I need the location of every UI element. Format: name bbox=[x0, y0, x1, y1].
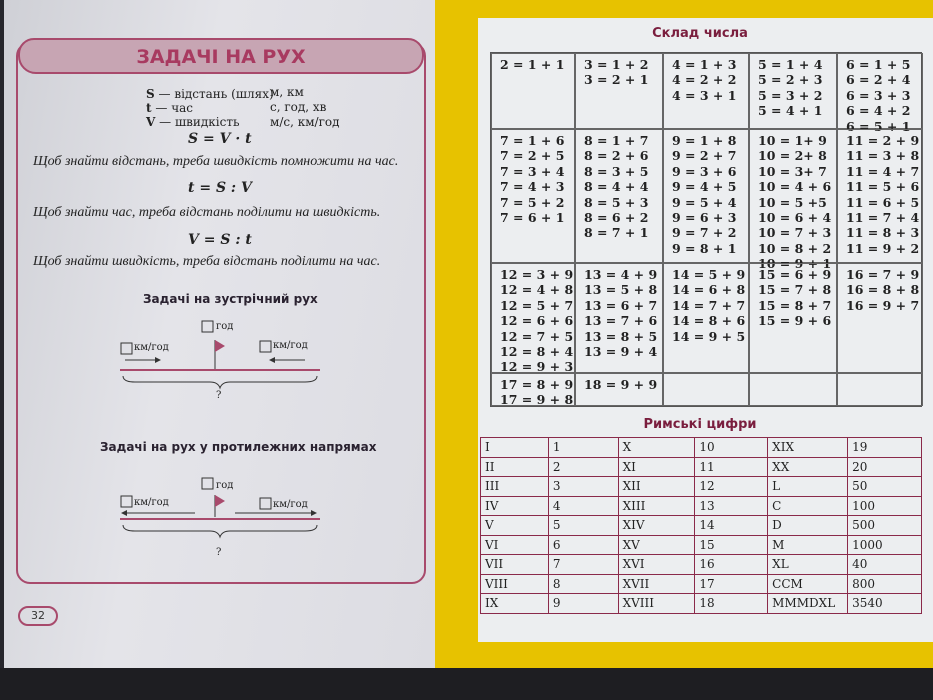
subtitle-meeting-motion: Задачі на зустрічний рух bbox=[143, 292, 318, 306]
composition-cell: 5 = 1 + 4 5 = 2 + 3 5 = 3 + 2 5 = 4 + 1 bbox=[749, 53, 837, 129]
roman-numeral: XVIII bbox=[618, 594, 695, 614]
table-row bbox=[481, 496, 922, 516]
arabic-value: 18 bbox=[695, 594, 768, 614]
roman-numeral: I bbox=[481, 438, 549, 458]
roman-numeral: XIV bbox=[618, 516, 695, 536]
units-s: м, км bbox=[270, 85, 304, 99]
speed-label-left: км/год bbox=[134, 342, 169, 353]
opposite-motion-diagram bbox=[115, 475, 325, 565]
roman-numeral: V bbox=[481, 516, 549, 536]
arabic-value: 5 bbox=[548, 516, 618, 536]
roman-numeral: MMMDXL bbox=[768, 594, 848, 614]
rule-time: Щоб знайти час, треба відстань поділити на швидкість. bbox=[33, 205, 381, 220]
roman-numeral: C bbox=[768, 496, 848, 516]
roman-numeral: VI bbox=[481, 535, 549, 555]
arabic-value: 13 bbox=[695, 496, 768, 516]
table-row bbox=[481, 477, 922, 497]
page-number: 32 bbox=[18, 606, 58, 626]
composition-cell: 13 = 4 + 9 13 = 5 + 8 13 = 6 + 7 13 = 7 + 6 13 = 8 + 5 13 = 9 + 4 bbox=[575, 263, 663, 373]
table-row bbox=[481, 516, 922, 536]
roman-numeral: XX bbox=[768, 457, 848, 477]
roman-numeral: VII bbox=[481, 555, 549, 575]
composition-cell: 11 = 2 + 9 11 = 3 + 8 11 = 4 + 7 11 = 5 + 6 11 = 6 + 5 11 = 7 + 4 11 = 8 + 3 11 = 9 + 2 bbox=[837, 129, 923, 263]
composition-cell: 15 = 6 + 9 15 = 7 + 8 15 = 8 + 7 15 = 9 + 6 bbox=[749, 263, 837, 373]
roman-numeral: VIII bbox=[481, 574, 549, 594]
composition-cell: 4 = 1 + 3 4 = 2 + 2 4 = 3 + 1 bbox=[663, 53, 749, 129]
arabic-value: 12 bbox=[695, 477, 768, 497]
arabic-value: 6 bbox=[548, 535, 618, 555]
rule-speed: Щоб знайти швидкість, треба відстань поділити на час. bbox=[33, 254, 381, 269]
rule-distance: Щоб знайти відстань, треба швидкість помножити на час. bbox=[33, 154, 399, 169]
roman-numeral: XI bbox=[618, 457, 695, 477]
formula-distance: S = V · t bbox=[188, 131, 252, 147]
arabic-value: 1000 bbox=[848, 535, 922, 555]
number-composition-title: Склад числа bbox=[652, 26, 748, 41]
roman-numeral: II bbox=[481, 457, 549, 477]
composition-cell bbox=[837, 373, 923, 406]
roman-numeral: XVII bbox=[618, 574, 695, 594]
roman-numeral: X bbox=[618, 438, 695, 458]
arabic-value: 16 bbox=[695, 555, 768, 575]
speed-label-right: км/год bbox=[273, 499, 308, 510]
roman-numeral: XVI bbox=[618, 555, 695, 575]
definitions bbox=[146, 87, 274, 129]
composition-cell bbox=[749, 373, 837, 406]
composition-cell: 18 = 9 + 9 bbox=[575, 373, 663, 406]
definition-s: — відстань (шлях) bbox=[158, 87, 274, 101]
table-row bbox=[481, 438, 922, 458]
arabic-value: 800 bbox=[848, 574, 922, 594]
units-t: с, год, хв bbox=[270, 100, 327, 114]
arabic-value: 500 bbox=[848, 516, 922, 536]
arabic-value: 19 bbox=[848, 438, 922, 458]
units-v: м/с, км/год bbox=[270, 115, 340, 129]
roman-numeral: L bbox=[768, 477, 848, 497]
composition-cell: 17 = 8 + 9 17 = 9 + 8 bbox=[491, 373, 575, 406]
table-surface bbox=[0, 668, 933, 700]
page-title: ЗАДАЧІ НА РУХ bbox=[18, 38, 424, 74]
subtitle-opposite-motion: Задачі на рух у протилежних напрямах bbox=[100, 440, 377, 454]
table-row bbox=[481, 535, 922, 555]
time-label: год bbox=[216, 321, 234, 332]
arabic-value: 11 bbox=[695, 457, 768, 477]
table-row bbox=[481, 594, 922, 614]
roman-numerals-table bbox=[480, 437, 922, 614]
composition-cell: 2 = 1 + 1 bbox=[491, 53, 575, 129]
table-row bbox=[481, 457, 922, 477]
arabic-value: 10 bbox=[695, 438, 768, 458]
meeting-motion-diagram bbox=[115, 318, 325, 408]
arabic-value: 20 bbox=[848, 457, 922, 477]
symbol-s: S bbox=[146, 87, 155, 101]
roman-numeral: XIX bbox=[768, 438, 848, 458]
arabic-value: 2 bbox=[548, 457, 618, 477]
arabic-value: 1 bbox=[548, 438, 618, 458]
roman-numeral: CCM bbox=[768, 574, 848, 594]
arabic-value: 14 bbox=[695, 516, 768, 536]
composition-cell: 7 = 1 + 6 7 = 2 + 5 7 = 3 + 4 7 = 4 + 3 7 = 5 + 2 7 = 6 + 1 bbox=[491, 129, 575, 263]
composition-cell bbox=[663, 373, 749, 406]
formula-speed: V = S : t bbox=[188, 232, 252, 248]
arabic-value: 3540 bbox=[848, 594, 922, 614]
time-label: год bbox=[216, 480, 234, 491]
arabic-value: 15 bbox=[695, 535, 768, 555]
roman-numeral: XV bbox=[618, 535, 695, 555]
arabic-value: 4 bbox=[548, 496, 618, 516]
composition-cell: 12 = 3 + 9 12 = 4 + 8 12 = 5 + 7 12 = 6 + 6 12 = 7 + 5 12 = 8 + 4 12 = 9 + 3 bbox=[491, 263, 575, 373]
composition-cell: 3 = 1 + 2 3 = 2 + 1 bbox=[575, 53, 663, 129]
roman-numeral: D bbox=[768, 516, 848, 536]
composition-cell: 9 = 1 + 8 9 = 2 + 7 9 = 3 + 6 9 = 4 + 5 9 = 5 + 4 9 = 6 + 3 9 = 7 + 2 9 = 8 + 1 bbox=[663, 129, 749, 263]
arabic-value: 50 bbox=[848, 477, 922, 497]
roman-numeral: IX bbox=[481, 594, 549, 614]
roman-numerals-title: Римські цифри bbox=[643, 417, 757, 432]
definition-v: — швидкість bbox=[159, 115, 240, 129]
number-composition-grid bbox=[490, 52, 922, 407]
speed-label-right: км/год bbox=[273, 340, 308, 351]
table-row bbox=[481, 574, 922, 594]
units bbox=[270, 85, 340, 130]
definition-t: — час bbox=[155, 101, 193, 115]
table-row bbox=[481, 555, 922, 575]
arabic-value: 8 bbox=[548, 574, 618, 594]
composition-cell: 6 = 1 + 5 6 = 2 + 4 6 = 3 + 3 6 = 4 + 2 6 = 5 + 1 bbox=[837, 53, 923, 129]
roman-numeral: XII bbox=[618, 477, 695, 497]
formula-time: t = S : V bbox=[188, 180, 252, 196]
roman-numeral: XL bbox=[768, 555, 848, 575]
question-mark: ? bbox=[216, 390, 222, 401]
symbol-v: V bbox=[146, 115, 156, 129]
roman-numeral: M bbox=[768, 535, 848, 555]
arabic-value: 17 bbox=[695, 574, 768, 594]
speed-label-left: км/год bbox=[134, 497, 169, 508]
arabic-value: 3 bbox=[548, 477, 618, 497]
question-mark: ? bbox=[216, 547, 222, 558]
arabic-value: 7 bbox=[548, 555, 618, 575]
composition-cell: 16 = 7 + 9 16 = 8 + 8 16 = 9 + 7 bbox=[837, 263, 923, 373]
arabic-value: 40 bbox=[848, 555, 922, 575]
roman-numeral: XIII bbox=[618, 496, 695, 516]
arabic-value: 9 bbox=[548, 594, 618, 614]
arabic-value: 100 bbox=[848, 496, 922, 516]
composition-cell: 14 = 5 + 9 14 = 6 + 8 14 = 7 + 7 14 = 8 + 6 14 = 9 + 5 bbox=[663, 263, 749, 373]
composition-cell: 10 = 1+ 9 10 = 2+ 8 10 = 3+ 7 10 = 4 + 6 10 = 5 +5 10 = 6 + 4 10 = 7 + 3 10 = 8 + 2 10 = 9 + 1 bbox=[749, 129, 837, 263]
composition-cell: 8 = 1 + 7 8 = 2 + 6 8 = 3 + 5 8 = 4 + 4 8 = 5 + 3 8 = 6 + 2 8 = 7 + 1 bbox=[575, 129, 663, 263]
roman-numeral: III bbox=[481, 477, 549, 497]
roman-numeral: IV bbox=[481, 496, 549, 516]
symbol-t: t bbox=[146, 101, 152, 115]
